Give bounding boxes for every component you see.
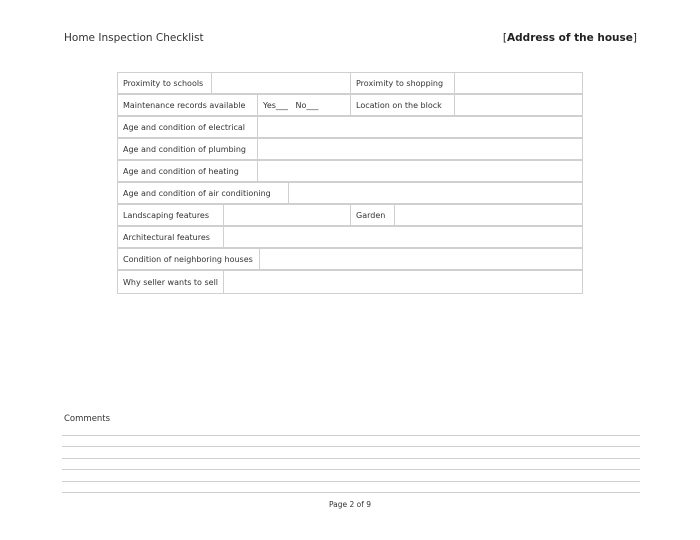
input-air-conditioning[interactable]: [288, 182, 583, 204]
bracket-open: [: [502, 32, 508, 44]
table-row: [117, 94, 583, 116]
table-row: [117, 72, 583, 94]
label-garden: Garden: [350, 204, 395, 226]
label-plumbing: Age and condition of plumbing: [117, 138, 258, 160]
comments-label: Comments: [64, 414, 111, 424]
label-landscaping: Landscaping features: [117, 204, 224, 226]
label-air-conditioning: Age and condition of air conditioning: [117, 182, 289, 204]
table-row: [117, 116, 583, 138]
table-row: [117, 182, 583, 204]
input-architectural[interactable]: [223, 226, 583, 248]
label-neighboring-houses: Condition of neighboring houses: [117, 248, 260, 270]
label-architectural: Architectural features: [117, 226, 224, 248]
address-placeholder[interactable]: [503, 32, 637, 44]
label-maintenance-records: Maintenance records available: [117, 94, 258, 116]
input-heating[interactable]: [257, 160, 583, 182]
input-plumbing[interactable]: [257, 138, 583, 160]
address-text: Address of the house: [507, 32, 633, 44]
table-row: [117, 204, 583, 226]
label-heating: Age and condition of heating: [117, 160, 258, 182]
document-title: Home Inspection Checklist: [64, 32, 204, 44]
label-why-selling: Why seller wants to sell: [117, 270, 224, 294]
input-why-selling[interactable]: [223, 270, 583, 294]
table-row: [117, 160, 583, 182]
bracket-close: ]: [632, 32, 637, 44]
comment-line[interactable]: [62, 446, 640, 447]
input-proximity-shopping[interactable]: [454, 72, 583, 94]
input-location-block[interactable]: [454, 94, 583, 116]
label-proximity-shopping: Proximity to shopping: [350, 72, 455, 94]
comment-line[interactable]: [62, 469, 640, 470]
input-maintenance-yes-no[interactable]: Yes___ No___: [257, 94, 351, 116]
table-row: [117, 226, 583, 248]
input-neighboring-houses[interactable]: [259, 248, 583, 270]
comment-line[interactable]: [62, 458, 640, 459]
label-electrical: Age and condition of electrical: [117, 116, 258, 138]
comment-line[interactable]: [62, 492, 640, 493]
table-row: [117, 138, 583, 160]
input-landscaping[interactable]: [223, 204, 351, 226]
table-row: [117, 248, 583, 270]
page-number: Page 2 of 9: [328, 500, 372, 509]
input-garden[interactable]: [394, 204, 583, 226]
input-proximity-schools[interactable]: [211, 72, 351, 94]
comment-line[interactable]: [62, 481, 640, 482]
label-location-block: Location on the block: [350, 94, 455, 116]
input-electrical[interactable]: [257, 116, 583, 138]
table-row: [117, 270, 583, 294]
comment-line[interactable]: [62, 435, 640, 436]
label-proximity-schools: Proximity to schools: [117, 72, 212, 94]
